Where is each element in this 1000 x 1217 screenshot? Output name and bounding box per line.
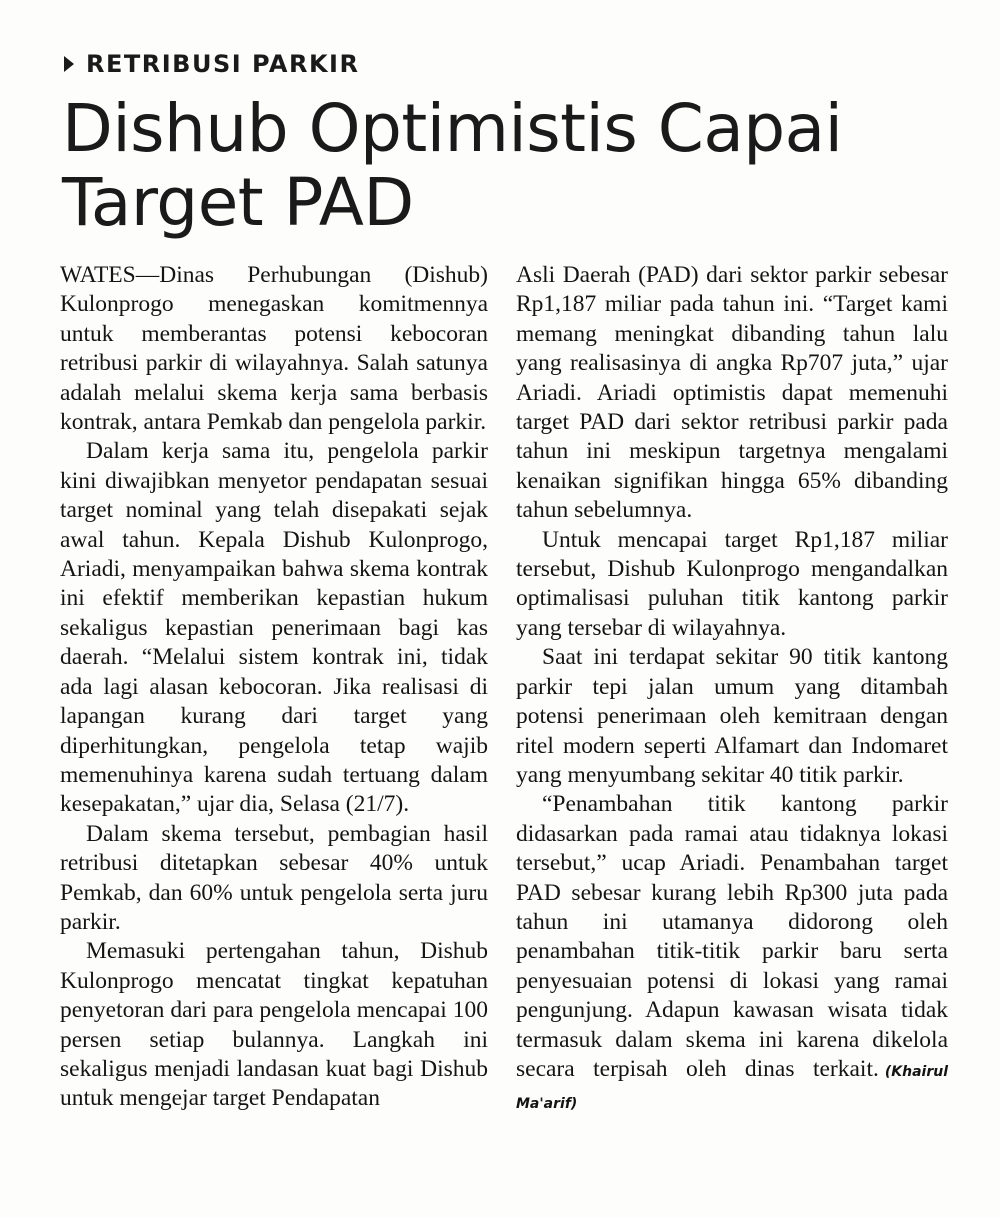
section-kicker [64,50,359,78]
article-headline: Dishub Optimistis Capai Target PAD [62,90,843,241]
paragraph: Memasuki pertengahan tahun, Dishub Kulonprogo mencatat tingkat kepatuhan penyetoran dari para pengelola mencapai 100 persen setiap bulannya. Langkah ini sekaligus menjadi landasan kuat bagi Dishub untuk mengejar target Pendapatan [60,938,488,1112]
paragraph: WATES—Dinas Perhubungan (Dishub) Kulonprogo menegaskan komitmennya untuk memberantas potensi kebocoran retribusi parkir di wilayahnya. Salah satunya adalah melalui skema kerja sama berbasis kontrak, antara Pemkab dan pengelola parkir. [60,262,488,436]
paragraph: Untuk mencapai target Rp1,187 miliar tersebut, Dishub Kulonprogo mengandalkan optimalisasi puluhan titik kantong parkir yang tersebar di wilayahnya. [516,526,948,641]
paragraph: Asli Daerah (PAD) dari sektor parkir sebesar Rp1,187 miliar pada tahun ini. “Target kami memang meningkat dibanding tahun lalu yang realisasinya di angka Rp707 juta,” ujar Ariadi. Ariadi optimistis dapat memenuhi target PAD dari sektor retribusi parkir pada tahun ini meskipun targetnya mengalami kenaikan signifikan hingga 65% dibanding tahun sebelumnya. [516,262,948,524]
right-column [516,261,948,1120]
author-byline: (Khairul Ma'arif) [516,1063,948,1113]
kicker-label: RETRIBUSI PARKIR [86,50,360,78]
paragraph: Dalam kerja sama itu, pengelola parkir kini diwajibkan menyetor pendapatan sesuai target nominal yang telah disepakati sejak awal tahun. Kepala Dishub Kulonprogo, Ariadi, menyampaikan bahwa skema kontrak ini efektif memberikan kepastian hukum sekaligus kepastian penerimaan bagi kas daerah. “Melalui sistem kontrak ini, tidak ada lagi alasan kebocoran. Jika realisasi di lapangan kurang dari target yang diperhitungkan, pengelola tetap wajib memenuhinya karena sudah tertuang dalam kesepakatan,” ujar dia, Selasa (21/7). [60,438,488,818]
paragraph-last [516,790,948,1119]
paragraph: Saat ini terdapat sekitar 90 titik kantong parkir tepi jalan umum yang ditambah potensi penerimaan oleh kemitraan dengan ritel modern seperti Alfamart dan Indomaret yang menyumbang sekitar 40 titik parkir. [516,644,948,788]
left-column [60,261,488,1114]
paragraph: Dalam skema tersebut, pembagian hasil retribusi ditetapkan sebesar 40% untuk Pemkab, dan 60% untuk pengelola serta juru parkir. [60,820,488,935]
triangle-bullet-icon [64,56,74,72]
paragraph-text: “Penambahan titik kantong parkir didasarkan pada ramai atau tidaknya lokasi tersebut,” ucap Ariadi. Penambahan target PAD sebesar kurang lebih Rp300 juta pada tahun ini utamanya didorong oleh penambahan titik-titik parkir baru serta penyesuaian potensi di lokasi yang ramai pengunjung. Adapun kawasan wisata tidak termasuk dalam skema ini karena dikelola secara terpisah oleh dinas terkait. [516,791,948,1082]
